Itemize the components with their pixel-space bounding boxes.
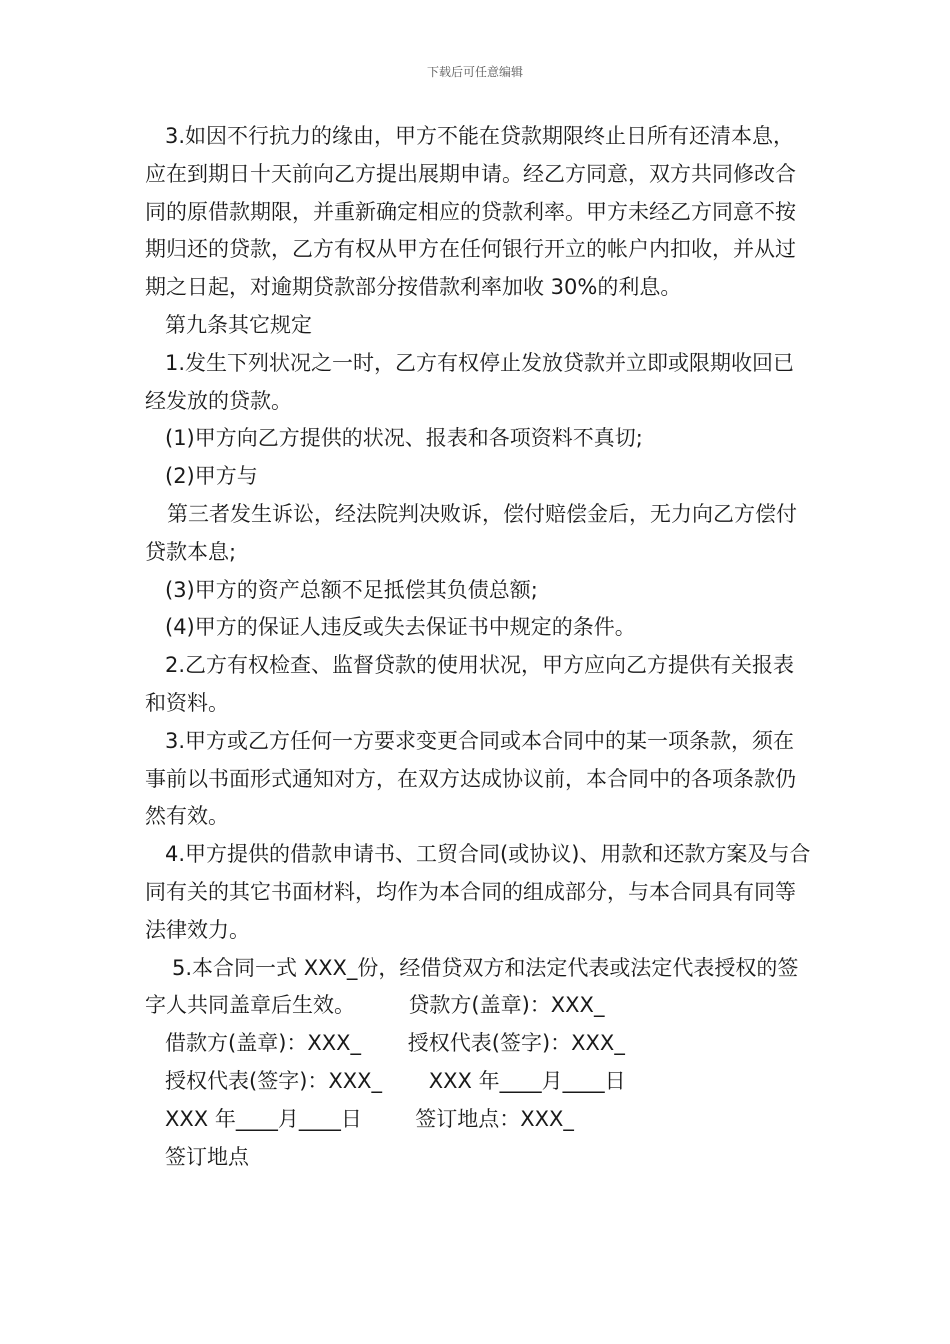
document-body: [145, 118, 815, 1176]
signature-row-2: 授权代表(签字)：XXX_ XXX 年____月____日: [165, 1068, 626, 1093]
paragraph-force-majeure: 3.如因不行抗力的缘由，甲方不能在贷款期限终止日所有还清本息，应在到期日十天前向乙方提出展期申请。经乙方同意，双方共同修改合同的原借款期限，并重新确定相应的贷款利率。甲方未经乙方同意不按期归还的贷款，乙方有权从甲方在任何银行开立的帐户内扣收，并从过期之日起，对逾期贷款部分按借款利率加收 30%的利息。: [145, 124, 796, 300]
paragraph-clause-2: 2.乙方有权检查、监督贷款的使用状况，甲方应向乙方提供有关报表和资料。: [145, 653, 795, 715]
list-item-3: (3)甲方的资产总额不足抵偿其负债总额;: [165, 577, 538, 602]
list-item-2-continued: 第三者发生诉讼，经法院判决败诉，偿付赔偿金后，无力向乙方偿付贷款本息;: [145, 501, 797, 564]
paragraph-clause-1: 1.发生下列状况之一时，乙方有权停止发放贷款并立即或限期收回已经发放的贷款。: [145, 350, 795, 413]
list-item-4: (4)甲方的保证人违反或失去保证书中规定的条件。: [165, 615, 636, 640]
paragraph-clause-4: 4.甲方提供的借款申请书、工贸合同(或协议)、用款和还款方案及与合同有关的其它书面材料，均作为本合同的组成部分，与本合同具有同等法律效力。: [145, 842, 811, 942]
signature-row-1: 借款方(盖章)：XXX_ 授权代表(签字)：XXX_: [165, 1031, 625, 1056]
signature-row-3: XXX 年____月____日 签订地点：XXX_: [165, 1106, 574, 1131]
paragraph-clause-3: 3.甲方或乙方任何一方要求变更合同或本合同中的某一项条款，须在事前以书面形式通知对方，在双方达成协议前，本合同中的各项条款仍然有效。: [145, 728, 796, 829]
paragraph-clause-5: 5.本合同一式 XXX_份，经借贷双方和法定代表或法定代表授权的签字人共同盖章后生效。 贷款方(盖章)：XXX_: [145, 955, 799, 1018]
list-item-1: (1)甲方向乙方提供的状况、报表和各项资料不真切;: [165, 426, 643, 451]
article-title: 第九条其它规定: [165, 312, 312, 337]
list-item-2: (2)甲方与: [165, 464, 258, 489]
signature-row-4: 签订地点: [165, 1144, 249, 1169]
page-header: 下载后可任意编辑: [426, 65, 523, 79]
